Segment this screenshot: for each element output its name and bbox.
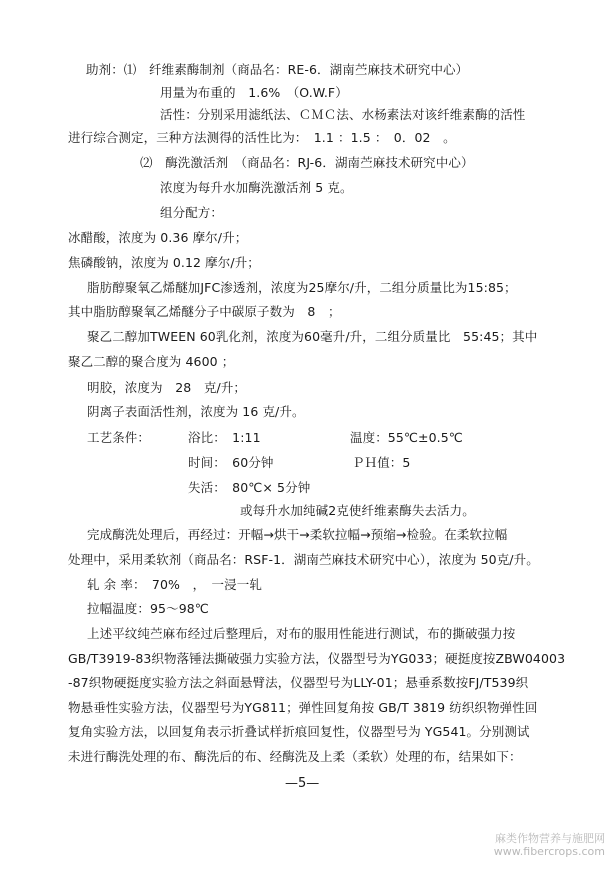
text-line: ⑵ 酶洗激活剂 （商品名：RJ-6．湖南苎麻技术研究中心） (140, 155, 474, 170)
page-number: —5— (285, 776, 320, 791)
text-line: -87织物硬挺度实验方法之斜面悬臂法，仪器型号为LLY-01；悬垂系数按FJ/T539织 (68, 675, 529, 690)
watermark-line1: 麻类作物营养与施肥网 (495, 832, 605, 845)
text-line: 活性：分别采用滤纸法、ＣＭＣ法、水杨素法对该纤维素酶的活性 (160, 107, 526, 122)
text-line: 轧 余 率： 70% ， 一浸一轧 (87, 577, 262, 592)
text-line: 聚乙二醇加TWEEN 60乳化剂，浓度为60毫升/升，二组分质量比 55:45；其中 (87, 329, 538, 344)
text-line: 或每升水加纯碱2克使纤维素酶失去活力。 (240, 503, 475, 518)
text-line: 工艺条件： (87, 430, 151, 445)
text-line: 上述平纹纯苎麻布经过后整理后，对布的服用性能进行测试，布的撕破强力按 (87, 626, 516, 641)
text-line: 处理中，采用柔软剂（商品名：RSF-1．湖南苎麻技术研究中心），浓度为 50克/升。 (68, 552, 539, 567)
text-line: 浴比： 1:11 (188, 430, 261, 445)
text-line: 复角实验方法，以回复角表示折叠试样折痕回复性，仪器型号为 YG541。分别测试 (68, 724, 530, 739)
text-line: 明胶，浓度为 28 克/升； (87, 380, 247, 395)
text-line: 进行综合测定，三种方法测得的活性比为： 1.1 ：1.5 ： 0．02 。 (68, 130, 456, 145)
text-line: 组分配方： (160, 205, 224, 220)
text-line: 其中脂肪醇聚氧乙烯醚分子中碳原子数为 8 ； (68, 304, 341, 319)
text-line: 完成酶洗处理后，再经过：开幅→烘干→柔软拉幅→预缩→检验。在柔软拉幅 (87, 527, 508, 542)
text-line: 聚乙二醇的聚合度为 4600 ； (68, 354, 235, 369)
text-line: ＰＨ值：5 (352, 455, 411, 470)
watermark (494, 832, 605, 858)
text-line: 助剂：⑴ 纤维素酶制剂（商品名：RE-6．湖南苎麻技术研究中心） (86, 62, 469, 77)
text-line: 焦磷酸钠，浓度为 0.12 摩尔/升； (68, 255, 260, 270)
text-line: 时间： 60分钟 (188, 455, 274, 470)
text-line: 未进行酶洗处理的布、酶洗后的布、经酶洗及上柔（柔软）处理的布，结果如下： (68, 749, 522, 764)
text-line: GB/T3919-83织物落锤法撕破强力实验方法，仪器型号为YG033；硬挺度按ZBW04003 (68, 651, 566, 666)
text-line: 阴离子表面活性剂，浓度为 16 克/升。 (87, 404, 305, 419)
text-line: 失活： 80℃× 5分钟 (188, 480, 311, 495)
text-line: 物悬垂性实验方法，仪器型号为YG811；弹性回复角按 GB/T 3819 纺织织物弹性回 (68, 700, 538, 715)
text-line: 脂肪醇聚氧乙烯醚加JFC渗透剂，浓度为25摩尔/升，二组分质量比为15:85； (87, 280, 517, 295)
text-line: 温度：55℃±0.5℃ (350, 430, 463, 445)
text-line: 用量为布重的 1.6% （O.W.F） (160, 85, 348, 100)
text-line: 冰醋酸，浓度为 0.36 摩尔/升； (68, 230, 248, 245)
watermark-line2: www.fibercrops.com (493, 845, 605, 858)
text-line: 拉幅温度：95～98℃ (87, 601, 209, 616)
text-line: 浓度为每升水加酶洗激活剂 5 克。 (160, 180, 353, 195)
